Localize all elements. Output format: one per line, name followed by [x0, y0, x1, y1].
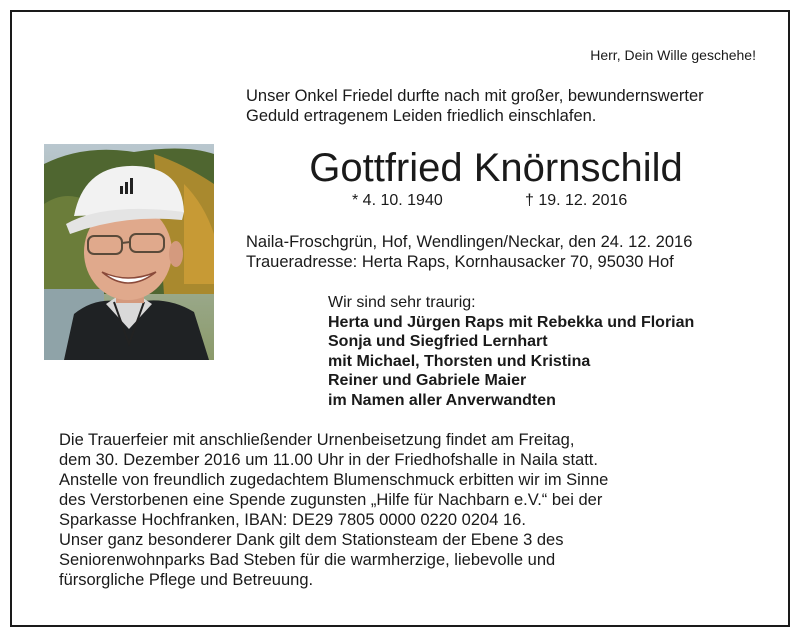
intro-text [246, 86, 704, 126]
body-line: des Verstorbenen eine Spende zugunsten „Hilfe für Nachbarn e.V.“ bei der [59, 491, 603, 509]
portrait-photo [44, 144, 214, 360]
funeral-paragraph [59, 430, 608, 470]
body-line: Anstelle von freundlich zugedachtem Blumenschmuck erbitten wir im Sinne [59, 471, 609, 489]
body-line: fürsorgliche Pflege und Betreuung. [59, 571, 314, 589]
birth-date: * 4. 10. 1940 [352, 192, 443, 209]
mourner-line: Sonja und Siegfried Lernhart [328, 333, 548, 351]
mourner-line: im Namen aller Anverwandten [328, 391, 556, 409]
portrait-illustration [44, 144, 214, 360]
mourner-line: Reiner und Gabriele Maier [328, 372, 527, 390]
place-and-address [246, 232, 692, 272]
body-line: Unser ganz besonderer Dank gilt dem Stationsteam der Ebene 3 des [59, 531, 564, 549]
body-line: Seniorenwohnparks Bad Steben für die warmherzige, liebevolle und [59, 551, 556, 569]
body-line: Sparkasse Hochfranken, IBAN: DE29 7805 0000 0220 0204 16. [59, 511, 526, 529]
mourning-address-line: Traueradresse: Herta Raps, Kornhausacker 70, 95030 Hof [246, 253, 674, 271]
deceased-name: Gottfried Knörnschild [309, 146, 683, 190]
intro-line: Unser Onkel Friedel durfte nach mit großer, bewundernswerter [246, 87, 704, 105]
place-date-line: Naila-Froschgrün, Hof, Wendlingen/Neckar, den 24. 12. 2016 [246, 233, 693, 251]
mourner-line: mit Michael, Thorsten und Kristina [328, 352, 591, 370]
death-date: † 19. 12. 2016 [525, 192, 628, 209]
mourners-block [328, 293, 694, 411]
motto: Herr, Dein Wille geschehe! [590, 47, 756, 63]
donation-paragraph [59, 470, 608, 530]
mourners-names [328, 313, 694, 411]
intro-line: Geduld ertragenem Leiden friedlich einschlafen. [246, 107, 597, 125]
mourner-line: Herta und Jürgen Raps mit Rebekka und Florian [328, 313, 695, 331]
body-line: dem 30. Dezember 2016 um 11.00 Uhr in der Friedhofshalle in Naila statt. [59, 451, 598, 469]
mourners-intro: Wir sind sehr traurig: [328, 294, 476, 311]
announcement-body [59, 430, 608, 590]
body-line: Die Trauerfeier mit anschließender Urnenbeisetzung findet am Freitag, [59, 431, 575, 449]
thanks-paragraph [59, 530, 608, 590]
